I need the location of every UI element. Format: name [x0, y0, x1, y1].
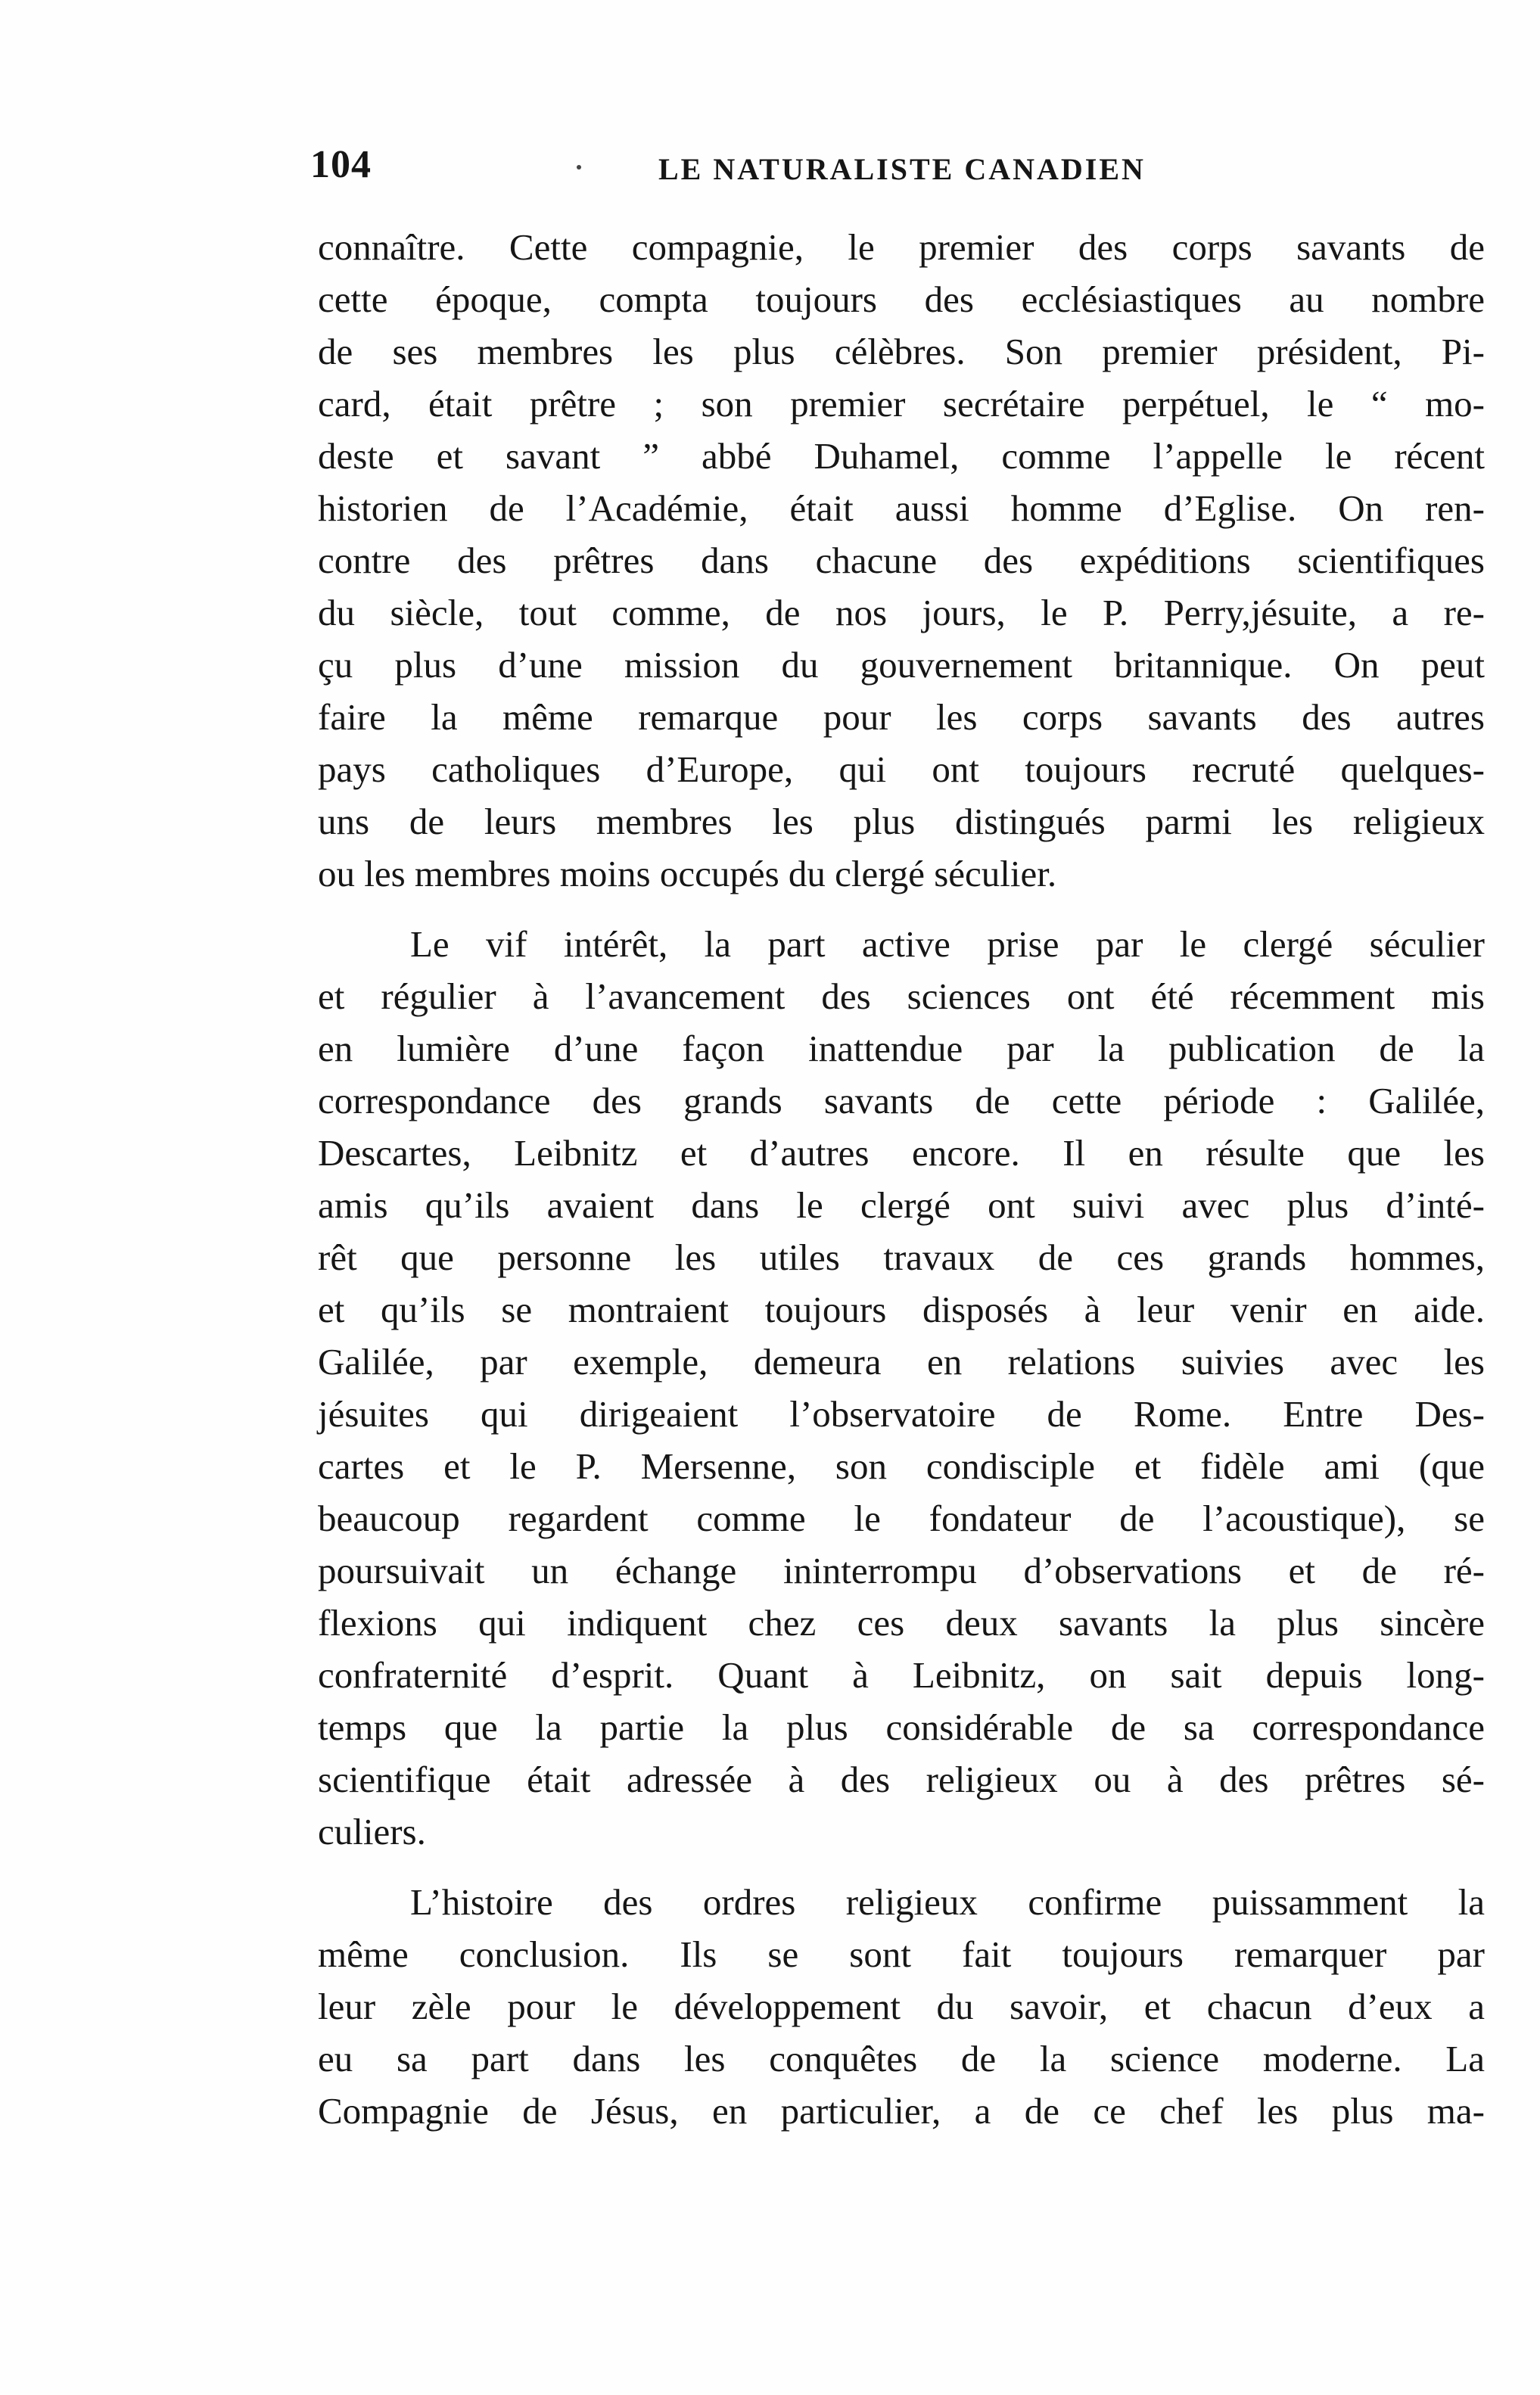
text-line: et qu’ils se montraient toujours disposés à leur venir en aide.: [318, 1289, 1485, 1330]
text-line: temps que la partie la plus considérable de sa correspondance: [318, 1706, 1485, 1748]
running-title: LE NATURALISTE CANADIEN: [658, 152, 1146, 186]
text-line: faire la même remarque pour les corps savants des autres: [318, 696, 1485, 738]
paragraph: [318, 918, 1485, 1858]
text-line: contre des prêtres dans chacune des expéditions scientifiques: [318, 540, 1485, 581]
paragraph: [318, 221, 1485, 900]
text-line: rêt que personne les utiles travaux de ces grands hommes,: [318, 1236, 1485, 1278]
text-line: connaître. Cette compagnie, le premier des corps savants de: [318, 226, 1485, 268]
text-line: jésuites qui dirigeaient l’observatoire de Rome. Entre Des-: [318, 1393, 1485, 1435]
text-line: correspondance des grands savants de cette période : Galilée,: [318, 1080, 1485, 1121]
text-line: flexions qui indiquent chez ces deux savants la plus sincère: [318, 1602, 1485, 1644]
text-line: de ses membres les plus célèbres. Son premier président, Pi-: [318, 331, 1485, 372]
text-line: uns de leurs membres les plus distingués parmi les religieux: [318, 801, 1485, 842]
text-line: eu sa part dans les conquêtes de la science moderne. La: [318, 2038, 1485, 2079]
text-line: Le vif intérêt, la part active prise par le clergé séculier: [410, 923, 1485, 965]
text-line: du siècle, tout comme, de nos jours, le P. Perry,jésuite, a re-: [318, 592, 1485, 633]
text-line: cette époque, compta toujours des ecclésiastiques au nombre: [318, 278, 1485, 320]
text-line: cartes et le P. Mersenne, son condisciple et fidèle ami (que: [318, 1445, 1485, 1487]
text-line: deste et savant ” abbé Duhamel, comme l’appelle le récent: [318, 435, 1485, 477]
text-line: card, était prêtre ; son premier secrétaire perpétuel, le “ mo-: [318, 383, 1485, 425]
text-line: amis qu’ils avaient dans le clergé ont suivi avec plus d’inté-: [318, 1184, 1485, 1226]
text-line: pays catholiques d’Europe, qui ont toujours recruté quelques-: [318, 748, 1485, 790]
header-separator-dot: [577, 165, 581, 170]
text-line: Compagnie de Jésus, en particulier, a de ce chef les plus ma-: [318, 2090, 1485, 2132]
text-line: poursuivait un échange ininterrompu d’observations et de ré-: [318, 1550, 1485, 1591]
text-line: culiers.: [318, 1811, 426, 1852]
text-line: leur zèle pour le développement du savoir, et chacun d’eux a: [318, 1986, 1485, 2027]
text-line: Descartes, Leibnitz et d’autres encore. Il en résulte que les: [318, 1132, 1485, 1174]
body-text: [318, 221, 1485, 2137]
text-line: en lumière d’une façon inattendue par la publication de la: [318, 1028, 1485, 1069]
text-line: confraternité d’esprit. Quant à Leibnitz, on sait depuis long-: [318, 1654, 1485, 1696]
text-line: scientifique était adressée à des religieux ou à des prêtres sé-: [318, 1759, 1485, 1800]
text-line: historien de l’Académie, était aussi homme d’Eglise. On ren-: [318, 487, 1485, 529]
page-number: 104: [310, 143, 372, 186]
page-header: [310, 142, 1491, 195]
text-line: et régulier à l’avancement des sciences ont été récemment mis: [318, 975, 1485, 1017]
text-line: même conclusion. Ils se sont fait toujours remarquer par: [318, 1933, 1485, 1975]
text-line: beaucoup regardent comme le fondateur de l’acoustique), se: [318, 1498, 1485, 1539]
text-line: Galilée, par exemple, demeura en relations suivies avec les: [318, 1341, 1485, 1383]
text-line: L’histoire des ordres religieux confirme puissamment la: [410, 1881, 1485, 1923]
text-line: ou les membres moins occupés du clergé séculier.: [318, 853, 1057, 894]
text-line: çu plus d’une mission du gouvernement britannique. On peut: [318, 644, 1485, 686]
paragraph: [318, 1876, 1485, 2137]
